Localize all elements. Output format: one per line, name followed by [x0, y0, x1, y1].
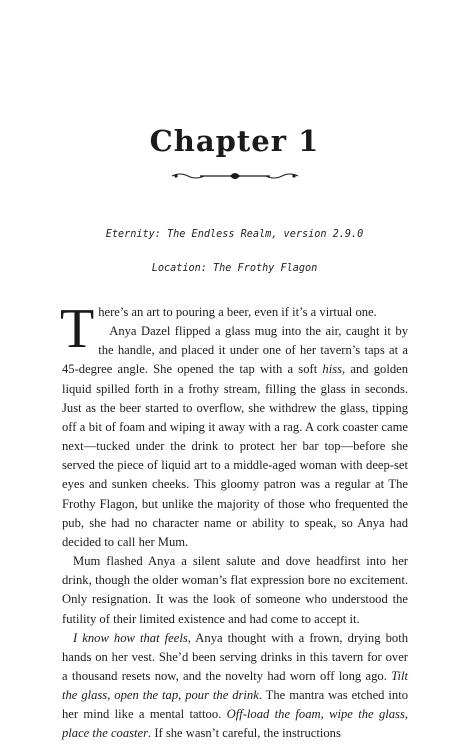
paragraph-3 — [62, 552, 408, 629]
paragraph-4-text-a: , Anya thought with a frown, drying both hands on her vest. She’d been serving drinks in this tavern for over a thousand resets now, and the novelty had worn off long ago. — [62, 630, 408, 683]
paragraph-1-text: here’s an art to pouring a beer, even if it’s a virtual one. — [98, 305, 377, 319]
paragraph-2-text-a: Anya Dazel flipped a glass mug into the air, caught it by the handle, and placed it under one of her tavern’s taps at a 45-degree angle. She opened the tap with a soft — [62, 324, 408, 377]
chapter-title: Chapter 1 — [149, 124, 320, 158]
location-line: Location: The Frothy Flagon — [151, 263, 318, 274]
paragraph-4-italic-b: Tilt the glass, open the tap, pour the drink — [62, 668, 408, 703]
paragraph-3-text: Mum flashed Anya a silent salute and dove headfirst into her drink, though the older woman’s flat expression bore no excitement. Only resignation. It was the look of someone who understood the futility of their limited existence and had come to accept it. — [62, 554, 408, 626]
paragraph-2-text-b: , and golden liquid spilled forth in a frothy stream, filling the glass in seconds. Just as the beer started to overflow, she withdrew the glass, tipping off a bit of foam and wiping it away with a rag. A cork coaster came next—tucked under the drink to protect her bar top—before she served the piece of liquid art to a middle-aged woman with deep-set eyes and sunken cheeks. This gloomy patron was a regular at The Frothy Flagon, but unlike the majority of those who frequented the pub, she had no character name or ability to speak, so Anya had decided to call her Mum. — [62, 362, 409, 549]
chapter-body — [60, 298, 409, 744]
paragraph-4-text-c: . If she wasn’t careful, the instructions — [148, 726, 341, 741]
paragraph-4-italic-a: I know how that feels — [73, 630, 188, 645]
paragraph-4-italic-c: Off-load the foam, wipe the glass, place the coaster — [62, 707, 408, 741]
paragraph-2-italic: hiss — [322, 362, 343, 377]
paragraph-4 — [62, 629, 408, 744]
game-version-line: Eternity: The Endless Realm, version 2.9.0 — [105, 229, 364, 240]
paragraph-4-text-b: . The mantra was etched into her mind like a mental tattoo. — [62, 688, 408, 722]
ornament-flourish-icon — [170, 170, 300, 182]
paragraph-2 — [62, 322, 408, 552]
drop-cap: T — [60, 298, 95, 360]
